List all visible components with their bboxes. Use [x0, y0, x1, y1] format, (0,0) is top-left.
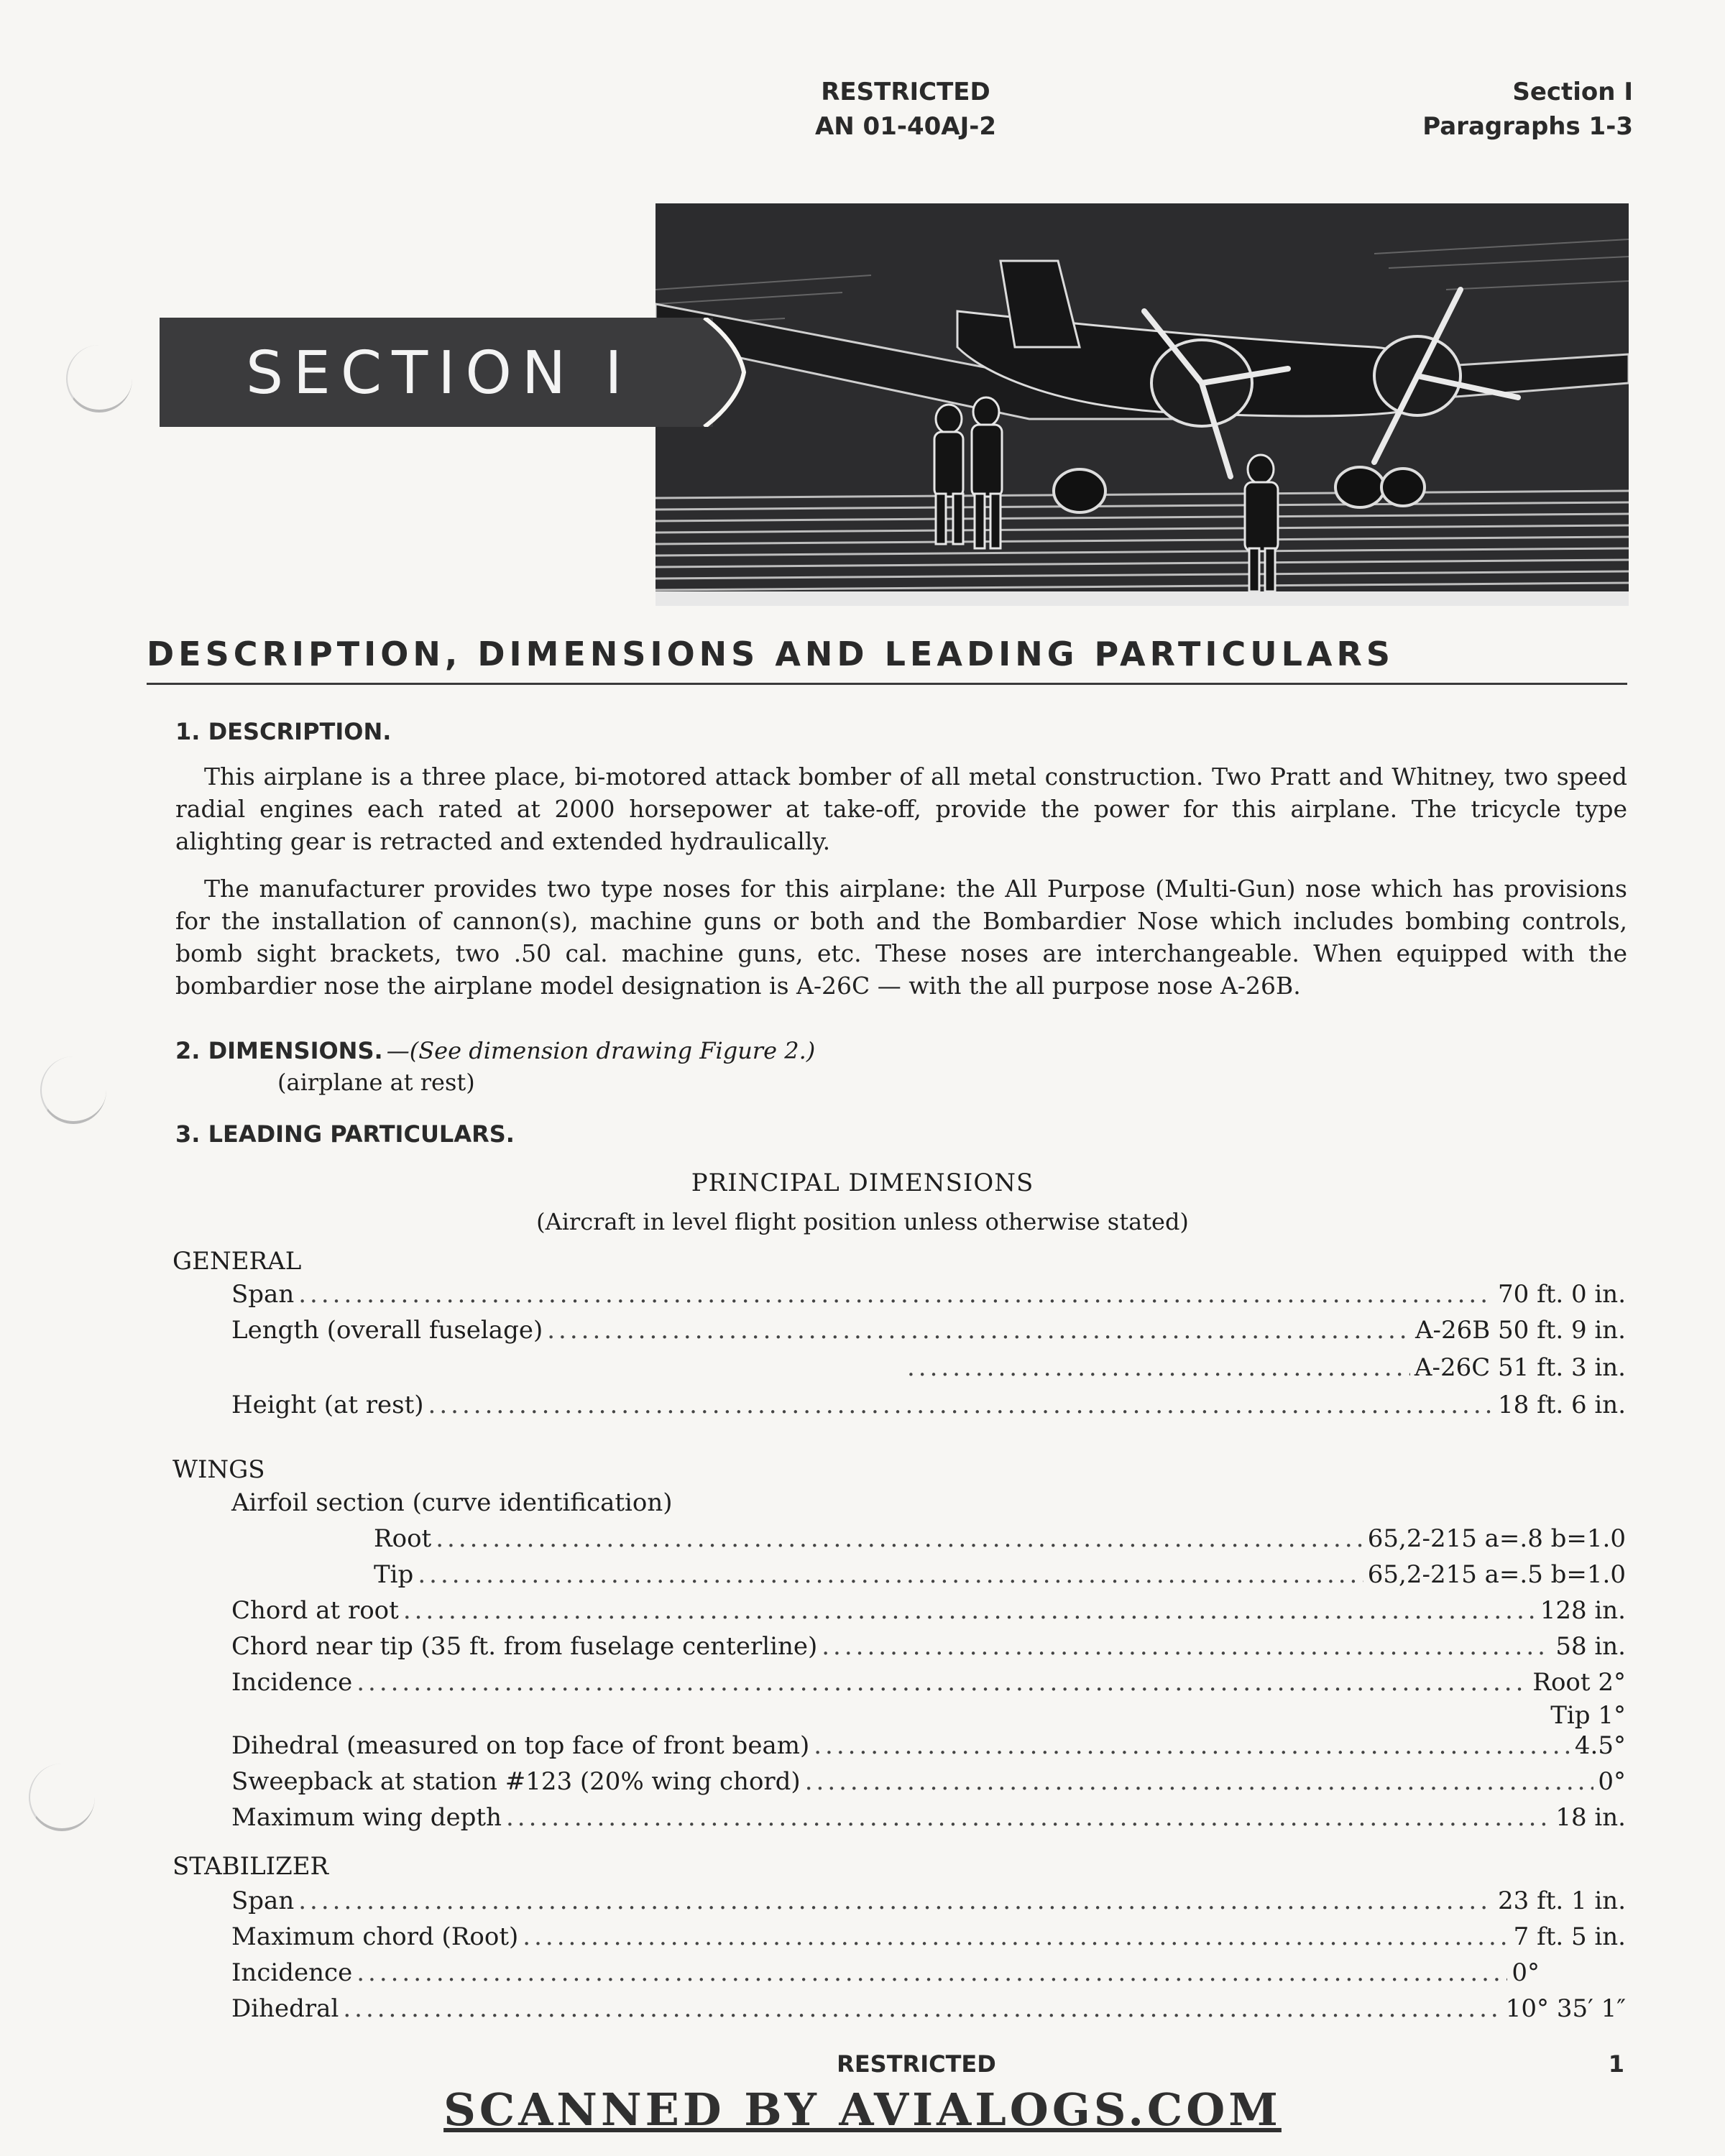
wings-chord-root-value: 128 in. — [1540, 1596, 1626, 1625]
footer-classification: RESTRICTED — [837, 2050, 996, 2078]
leader-dots — [403, 1593, 1536, 1628]
page-header-center — [704, 75, 1107, 144]
leader-dots — [523, 1919, 1509, 1955]
wings-incidence-row — [231, 1664, 1626, 1700]
group-wings-label: WINGS — [172, 1455, 265, 1484]
page-title: DESCRIPTION, DIMENSIONS AND LEADING PARTICULARS — [147, 635, 1395, 673]
wings-sweepback-value: 0° — [1598, 1767, 1626, 1796]
group-stabilizer-label: STABILIZER — [172, 1852, 329, 1881]
general-length-b-value: A-26B 50 ft. 9 in. — [1414, 1316, 1626, 1345]
general-length-c-value: A-26C 51 ft. 3 in. — [1414, 1353, 1626, 1382]
wings-airfoil-label: Airfoil section (curve identification) — [231, 1488, 673, 1517]
page-number: 1 — [1608, 2050, 1624, 2078]
stabilizer-chord-row — [231, 1919, 1626, 1955]
paragraph-2-heading: 2. DIMENSIONS. — [175, 1037, 383, 1064]
stabilizer-chord-label: Maximum chord (Root) — [231, 1922, 519, 1951]
leader-dots — [547, 1312, 1411, 1348]
group-general-label: GENERAL — [172, 1247, 302, 1276]
leader-dots — [436, 1521, 1363, 1557]
leader-dots — [298, 1276, 1494, 1312]
paragraph-1-text-1: This airplane is a three place, bi-motored attack bomber of all metal construction. Two Pratt and Whitney, two speed radial engines each rated at 2000 horsepower at take-off, provide the power for this airplane. The tricycle type alighting gear is retracted and extended hydraulically. — [175, 763, 1627, 855]
leader-dots — [814, 1728, 1570, 1764]
section-banner-cap — [676, 318, 755, 427]
wings-chord-tip-value: 58 in. — [1555, 1632, 1626, 1661]
principal-dimensions-heading: PRINCIPAL DIMENSIONS — [691, 1169, 1034, 1197]
wings-tip-value: 65,2-215 a=.5 b=1.0 — [1367, 1560, 1626, 1589]
leader-dots — [428, 1387, 1494, 1423]
classification-label: RESTRICTED — [821, 78, 990, 106]
wings-incidence-tip-value: Tip 1° — [1550, 1701, 1626, 1730]
paragraph-2-sub: (airplane at rest) — [277, 1069, 475, 1096]
paragraph-3-heading: 3. LEADING PARTICULARS. — [175, 1120, 515, 1148]
leader-dots — [418, 1557, 1363, 1593]
paragraphs-reference: Paragraphs 1-3 — [1422, 112, 1633, 141]
stabilizer-span-label: Span — [231, 1886, 295, 1915]
wings-incidence-root-value: Root 2° — [1532, 1668, 1626, 1697]
wings-sweepback-row — [231, 1764, 1626, 1800]
wings-depth-label: Maximum wing depth — [231, 1803, 502, 1832]
scan-watermark: SCANNED BY AVIALOGS.COM — [443, 2083, 1282, 2136]
wings-sweepback-label: Sweepback at station #123 (20% wing chord) — [231, 1767, 801, 1796]
leader-dots — [298, 1883, 1494, 1919]
wings-root-row — [374, 1521, 1626, 1557]
wings-root-value: 65,2-215 a=.8 b=1.0 — [1367, 1524, 1626, 1553]
leader-dots — [343, 1991, 1501, 2027]
wings-tip-row — [374, 1557, 1626, 1593]
wings-dihedral-label: Dihedral (measured on top face of front beam) — [231, 1731, 810, 1760]
leader-dots — [506, 1800, 1551, 1835]
stabilizer-chord-value: 7 ft. 5 in. — [1513, 1922, 1626, 1951]
general-height-label: Height (at rest) — [231, 1391, 424, 1419]
wings-chord-root-row — [231, 1593, 1626, 1628]
paragraph-1-text-2: The manufacturer provides two type noses for this airplane: the All Purpose (Multi-Gun) nose which has provisions for the installation of cannon(s), machine guns or both and the Bombardier Nose which includes bombing controls, bomb sight brackets, two .50 cal. machine guns, etc. These noses are interchangeable. When equipped with the bombardier nose the airplane model designation is A-26C — with the all purpose nose A-26B. — [175, 875, 1627, 1000]
stabilizer-span-value: 23 ft. 1 in. — [1498, 1886, 1626, 1915]
leader-dots — [356, 1955, 1507, 1991]
section-banner-label: SECTION I — [246, 339, 632, 407]
general-length-c-row — [907, 1350, 1626, 1386]
paragraph-2-note: —(See dimension drawing Figure 2.) — [386, 1037, 816, 1064]
stabilizer-dihedral-label: Dihedral — [231, 1994, 339, 2023]
leader-dots — [356, 1664, 1528, 1700]
wings-depth-value: 18 in. — [1555, 1803, 1626, 1832]
general-span-value: 70 ft. 0 in. — [1498, 1280, 1626, 1309]
wings-chord-root-label: Chord at root — [231, 1596, 399, 1625]
leader-dots — [805, 1764, 1594, 1800]
aircraft-illustration — [656, 203, 1629, 606]
wings-chord-tip-label: Chord near tip (35 ft. from fuselage centerline) — [231, 1632, 818, 1661]
general-span-row — [231, 1276, 1626, 1312]
punch-hole-top — [66, 345, 132, 413]
stabilizer-incidence-value: 0° — [1512, 1958, 1540, 1987]
wings-dihedral-value: 4.5° — [1574, 1731, 1626, 1760]
general-length-row — [231, 1312, 1626, 1348]
stabilizer-dihedral-value: 10° 35′ 1″ — [1505, 1994, 1626, 2023]
document-number: AN 01-40AJ-2 — [814, 112, 997, 141]
punch-hole-bottom — [29, 1764, 95, 1831]
section-reference: Section I — [1512, 78, 1633, 106]
general-span-label: Span — [231, 1280, 295, 1309]
punch-hole-middle — [40, 1056, 106, 1124]
leader-dots — [822, 1628, 1551, 1664]
general-height-row — [231, 1387, 1626, 1423]
stabilizer-dihedral-row — [231, 1991, 1626, 2027]
general-length-label: Length (overall fuselage) — [231, 1316, 543, 1345]
page-header-right — [1422, 75, 1633, 144]
paragraph-2-heading-line — [175, 1035, 815, 1071]
title-rule — [147, 683, 1627, 685]
wings-dihedral-row — [231, 1728, 1626, 1764]
wings-tip-label: Tip — [374, 1560, 414, 1589]
general-height-value: 18 ft. 6 in. — [1498, 1391, 1626, 1419]
wings-root-label: Root — [374, 1524, 432, 1553]
paragraph-1-heading: 1. DESCRIPTION. — [175, 718, 392, 745]
wings-depth-row — [231, 1800, 1626, 1835]
wings-chord-tip-row — [231, 1628, 1626, 1664]
wings-incidence-label: Incidence — [231, 1668, 353, 1697]
principal-dimensions-subheading: (Aircraft in level flight position unless otherwise stated) — [536, 1208, 1189, 1235]
stabilizer-span-row — [231, 1883, 1626, 1919]
stabilizer-incidence-label: Incidence — [231, 1958, 353, 1987]
stabilizer-incidence-row — [231, 1955, 1540, 1991]
leader-dots — [907, 1350, 1410, 1386]
